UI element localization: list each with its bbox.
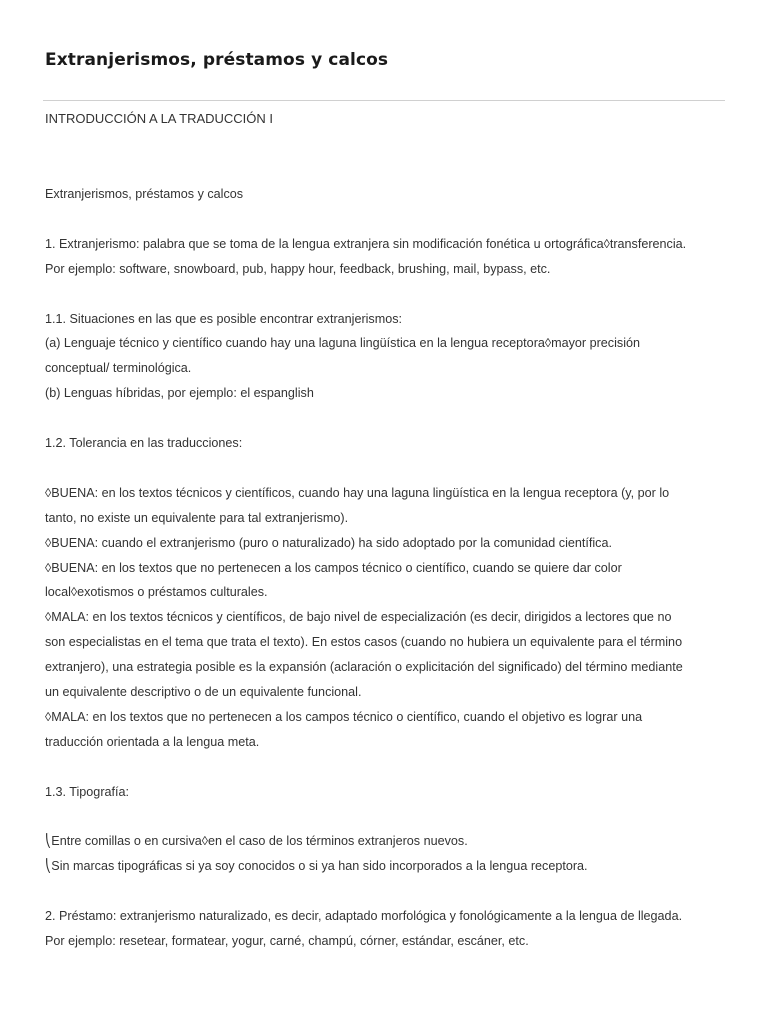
paragraph-line: 1.3. Tipografía: — [45, 784, 130, 799]
blank-line — [45, 282, 725, 307]
paragraph-line: traducción orientada a la lengua meta. — [45, 734, 260, 749]
paragraph-line: (b) Lenguas híbridas, por ejemplo: el espanglish — [45, 386, 314, 401]
blank-line — [45, 207, 725, 232]
paragraph-line: ◊BUENA: cuando el extranjerismo (puro o naturalizado) ha sido adoptado por la comunidad científica. — [45, 535, 612, 550]
paragraph-line: 1.2. Tolerancia en las traducciones: — [45, 436, 243, 451]
paragraph-line: 1. Extranjerismo: palabra que se toma de la lengua extranjera sin modificación fonética u ortográfica◊transferencia. — [45, 236, 687, 251]
blank-line — [45, 879, 725, 904]
paragraph-line: ◊BUENA: en los textos técnicos y científicos, cuando hay una laguna lingüística en la lengua receptora (y, por lo — [45, 485, 670, 500]
paragraph-line: ◊BUENA: en los textos que no pertenecen a los campos técnico o científico, cuando se quiere dar color — [45, 560, 622, 575]
document-body — [45, 182, 725, 954]
paragraph-line: 1.1. Situaciones en las que es posible encontrar extranjerismos: — [45, 311, 403, 326]
paragraph-line: son especialistas en el tema que trata el texto). En estos casos (cuando no hubiera un equivalente para el término — [45, 635, 683, 650]
blank-line — [45, 755, 725, 780]
paragraph-line: Extranjerismos, préstamos y calcos — [45, 187, 244, 201]
paragraph-line: Por ejemplo: software, snowboard, pub, happy hour, feedback, brushing, mail, bypass, etc. — [45, 261, 551, 276]
paragraph-line: local◊exotismos o préstamos culturales. — [45, 585, 268, 600]
blank-line — [45, 456, 725, 481]
paragraph-line: tanto, no existe un equivalente para tal extranjerismo). — [45, 510, 349, 525]
paragraph-line: ◊MALA: en los textos técnicos y científicos, de bajo nivel de especialización (es decir, dirigidos a lectores que no — [45, 610, 672, 625]
course-heading: INTRODUCCIÓN A LA TRADUCCIÓN I — [45, 111, 274, 126]
paragraph-line: ⎝Entre comillas o en cursiva◊en el caso de los términos extranjeros nuevos. — [45, 834, 468, 849]
blank-line — [45, 406, 725, 431]
blank-line — [45, 805, 725, 830]
paragraph-line: un equivalente descriptivo o de un equivalente funcional. — [45, 685, 362, 700]
paragraph-line: 2. Préstamo: extranjerismo naturalizado, es decir, adaptado morfológica y fonológicamente a la lengua de llegada. — [45, 909, 683, 924]
paragraph-line: conceptual/ terminológica. — [45, 361, 192, 376]
paragraph-line: ⎝Sin marcas tipográficas si ya soy conocidos o si ya han sido incorporados a la lengua receptora. — [45, 859, 588, 874]
paragraph-line: extranjero), una estrategia posible es la expansión (aclaración o explicitación del significado) del término mediante — [45, 660, 683, 675]
paragraph-line: Por ejemplo: resetear, formatear, yogur, carné, champú, córner, estándar, escáner, etc. — [45, 934, 529, 949]
paragraph-line: (a) Lenguaje técnico y científico cuando hay una laguna lingüística en la lengua receptora◊mayor precisión — [45, 336, 640, 351]
document-title: Extranjerismos, préstamos y calcos — [45, 50, 389, 70]
title-divider — [43, 100, 725, 101]
paragraph-line: ◊MALA: en los textos que no pertenecen a los campos técnico o científico, cuando el objetivo es lograr una — [45, 709, 643, 724]
